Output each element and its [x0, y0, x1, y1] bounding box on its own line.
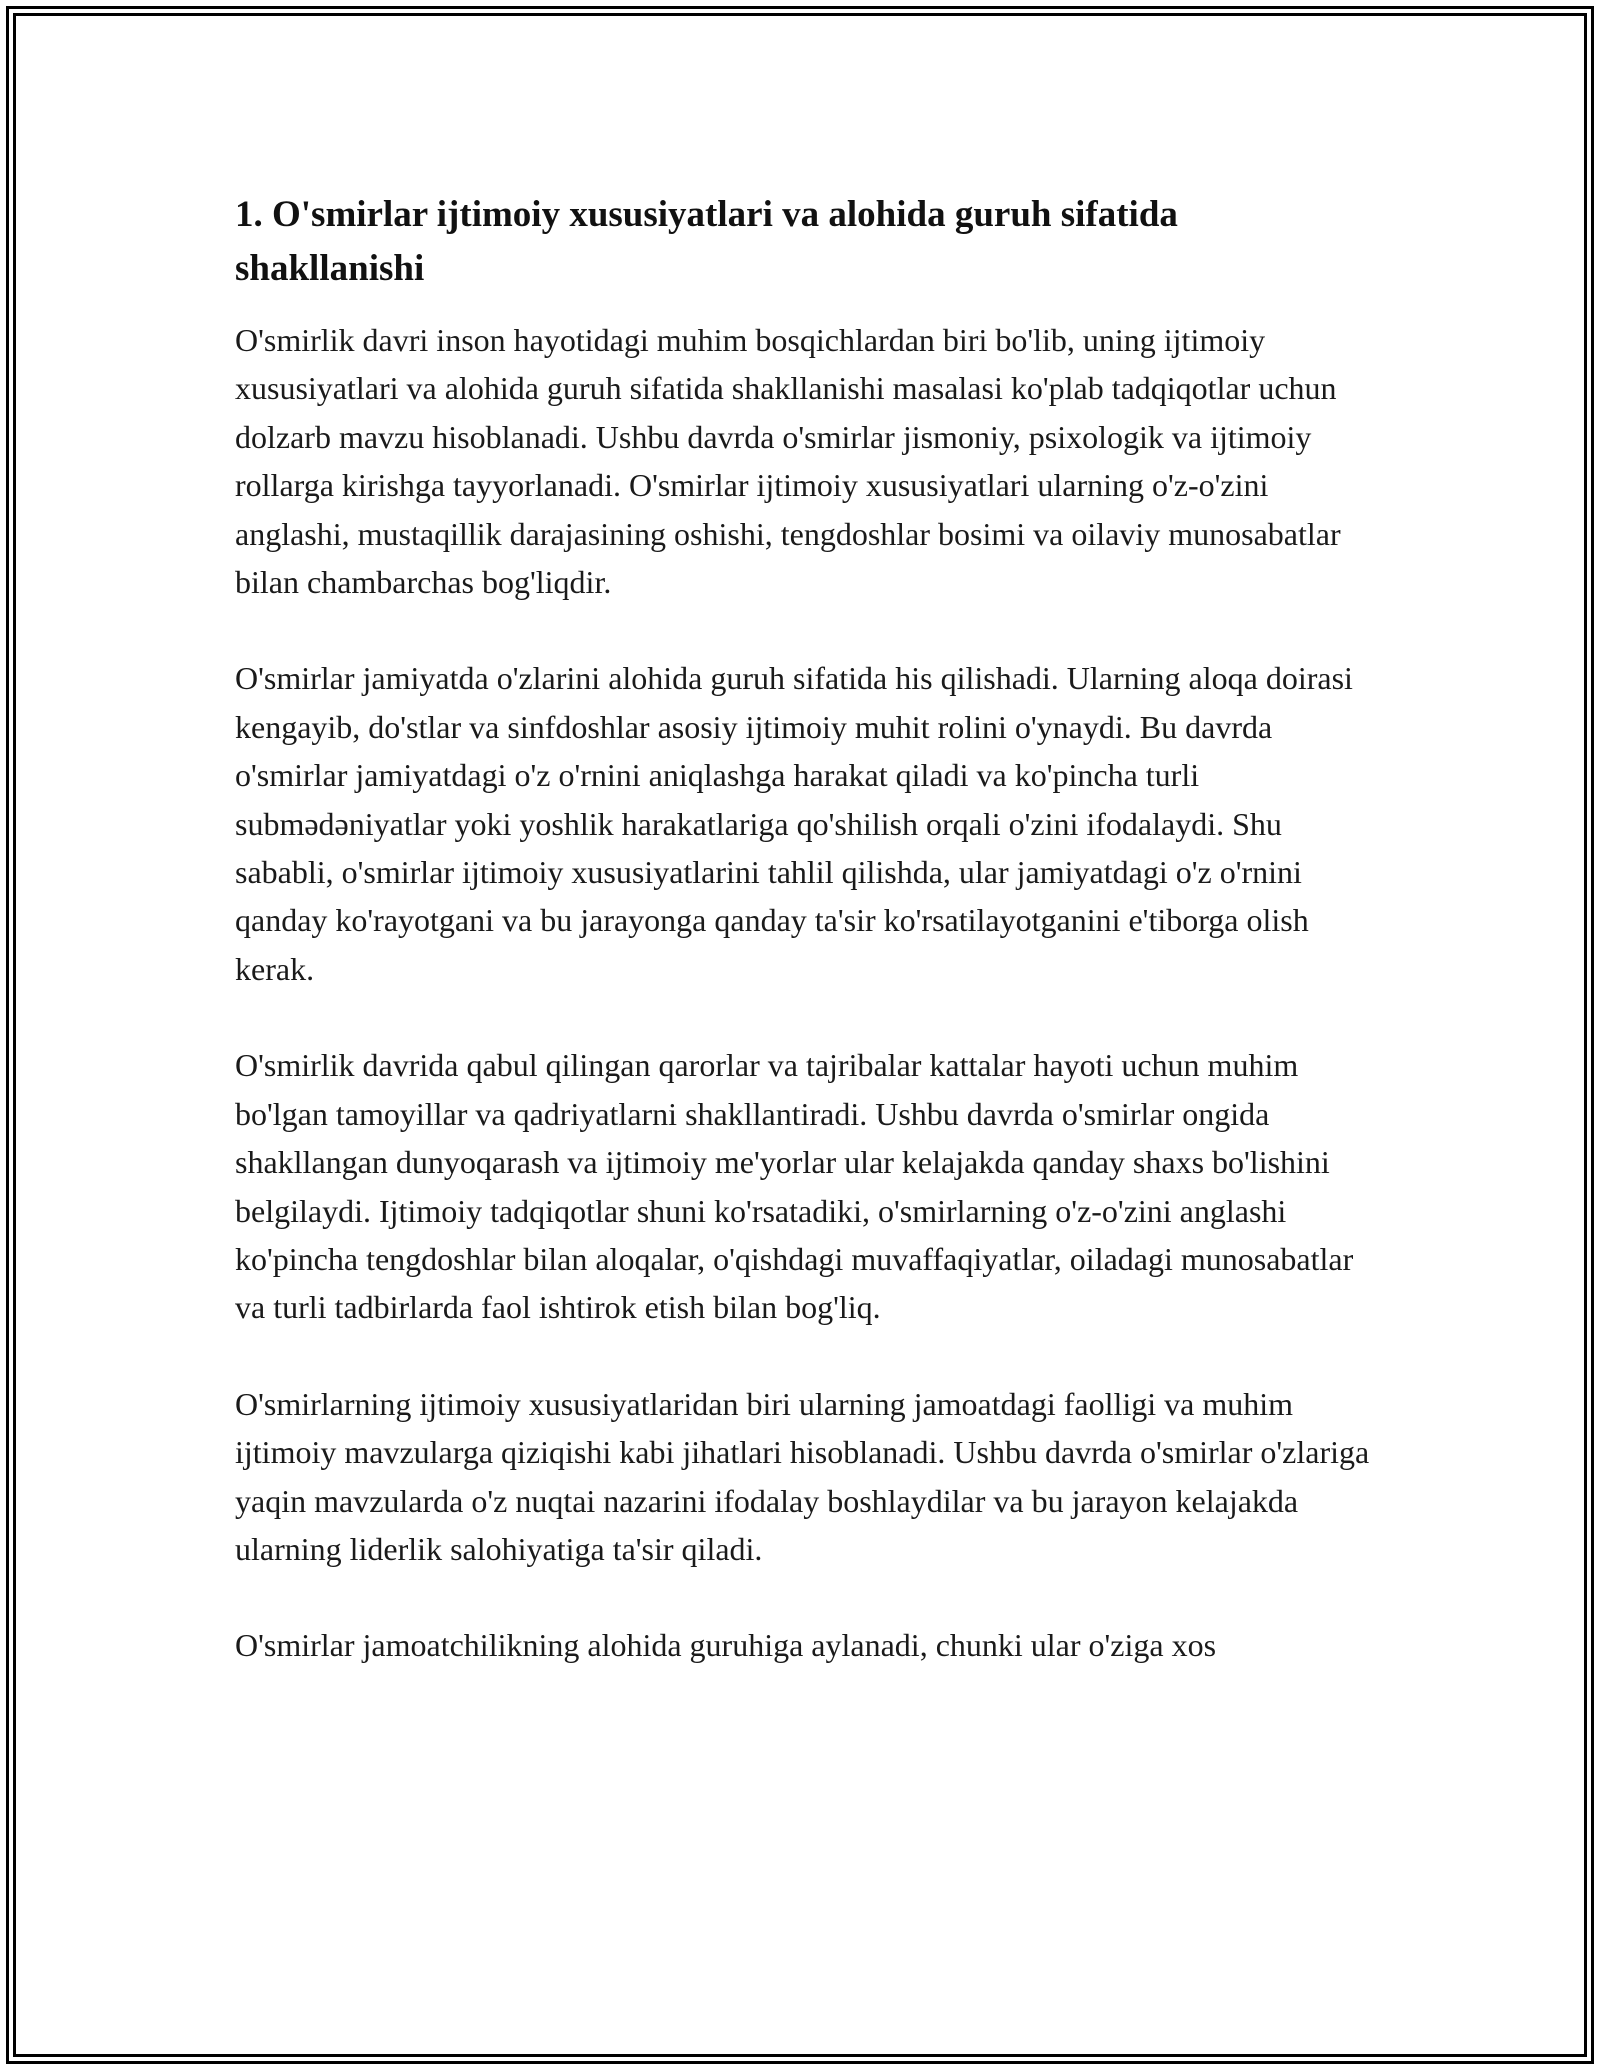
paragraph-1: O'smirlik davri inson hayotidagi muhim bosqichlardan biri bo'lib, uning ijtimoiy xususiyatlari va alohida guruh sifatida shakllanishi masalasi ko'plab tadqiqotlar uchun dolzarb mavzu hisoblanadi. Ushbu davrda o'smirlar jismoniy, psixologik va ijtimoiy rollarga kirishga tayyorlanadi. O'smirlar ijtimoiy xususiyatlari ularning o'z-o'zini anglashi, mustaqillik darajasining oshishi, tengdoshlar bosimi va oilaviy munosabatlar bilan chambarchas bog'liqdir. [235, 322, 1341, 601]
section-heading: 1. O'smirlar ijtimoiy xususiyatlari va alohida guruh sifatida shakllanishi [235, 194, 1178, 289]
document-body [235, 188, 1370, 1718]
paragraph-5: O'smirlar jamoatchilikning alohida guruhiga aylanadi, chunki ular o'ziga xos [235, 1627, 1217, 1664]
paragraph-4: O'smirlarning ijtimoiy xususiyatlaridan biri ularning jamoatdagi faolligi va muhim ijtimoiy mavzularga qiziqishi kabi jihatlari hisoblanadi. Ushbu davrda o'smirlar o'zlariga yaqin mavzularda o'z nuqtai nazarini ifodalay boshlaydilar va bu jarayon kelajakda ularning liderlik salohiyatiga ta'sir qiladi. [235, 1385, 1370, 1567]
paragraph-2: O'smirlar jamiyatda o'zlarini alohida guruh sifatida his qilishadi. Ularning aloqa doirasi kengayib, do'stlar va sinfdoshlar asosiy ijtimoiy muhit rolini o'ynaydi. Bu davrda o'smirlar jamiyatdagi o'z o'rnini aniqlashga harakat qiladi va ko'pincha turli submədəniyatlar yoki yoshlik harakatlariga qo'shilish orqali o'zini ifodalaydi. Shu sababli, o'smirlar ijtimoiy xususiyatlarini tahlil qilishda, ular jamiyatdagi o'z o'rnini qanday ko'rayotgani va bu jarayonga qanday ta'sir ko'rsatilayotganini e'tiborga olish kerak. [235, 660, 1353, 987]
paragraph-3: O'smirlik davrida qabul qilingan qarorlar va tajribalar kattalar hayoti uchun muhim bo'lgan tamoyillar va qadriyatlarni shakllantiradi. Ushbu davrda o'smirlar ongida shakllangan dunyoqarash va ijtimoiy me'yorlar ular kelajakda qanday shaxs bo'lishini belgilaydi. Ijtimoiy tadqiqotlar shuni ko'rsatadiki, o'smirlarning o'z-o'zini anglashi ko'pincha tengdoshlar bilan aloqalar, o'qishdagi muvaffaqiyatlar, oiladagi munosabatlar va turli tadbirlarda faol ishtirok etish bilan bog'liq. [235, 1047, 1354, 1326]
